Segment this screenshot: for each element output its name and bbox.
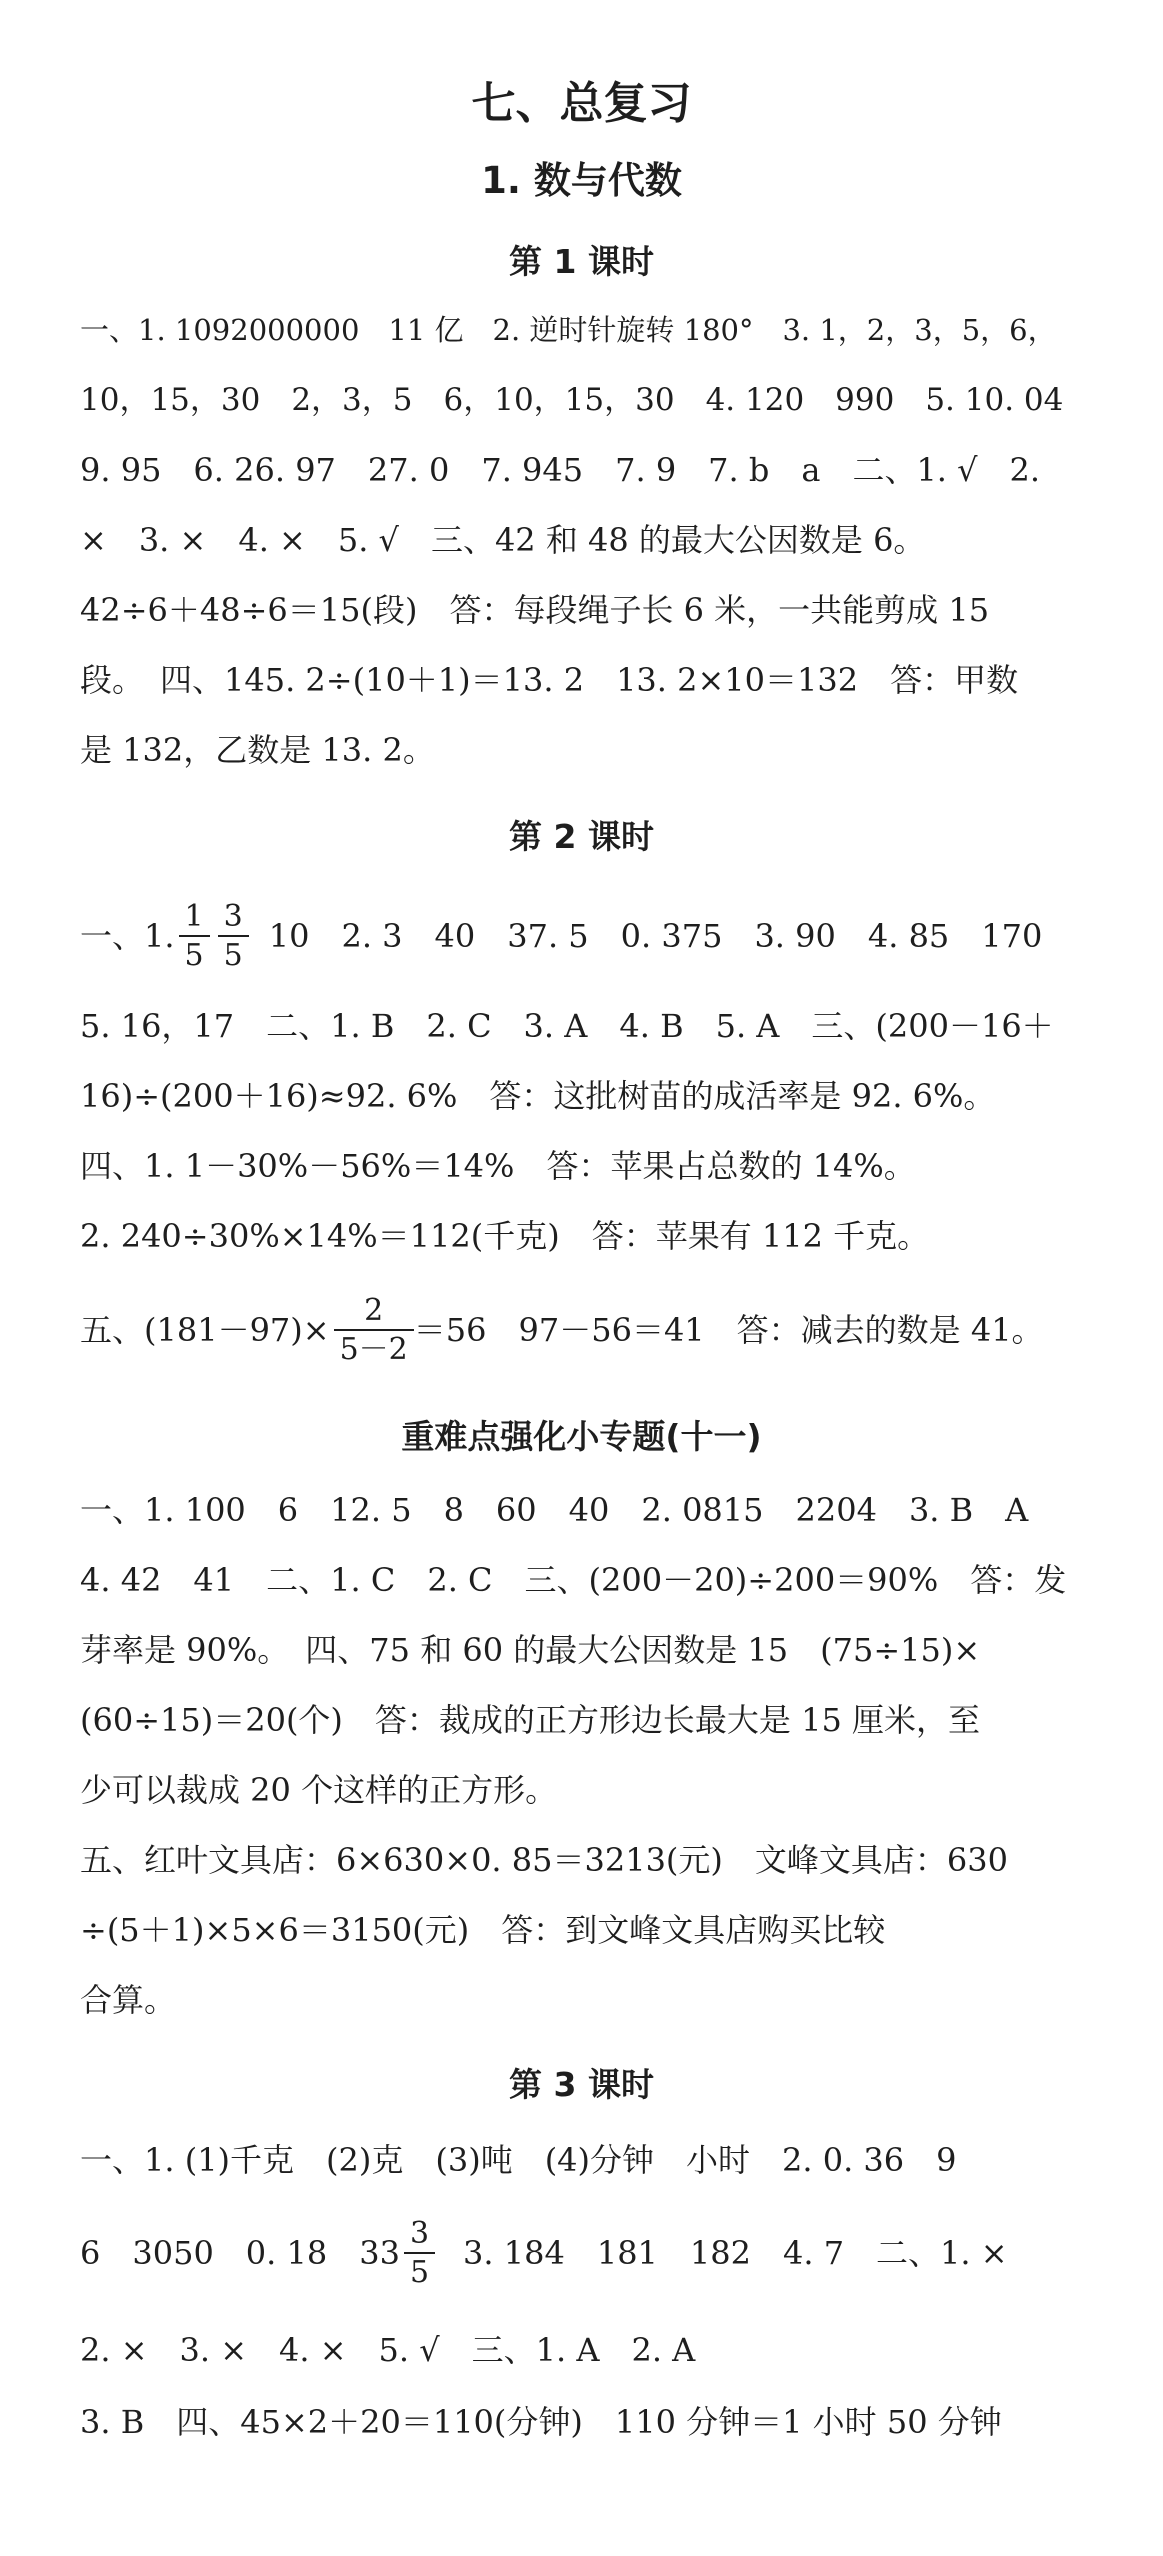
special-topic-line-3: 芽率是 90%。 四、75 和 60 的最大公因数是 15 (75÷15)×: [80, 1631, 981, 1669]
lesson-2-line-6: [80, 1290, 1083, 1370]
lesson-3-line-1: 一、1. (1)千克 (2)克 (3)吨 (4)分钟 小时 2. 0. 36 9: [80, 2141, 957, 2179]
chapter-title: 七、总复习: [471, 78, 692, 129]
fraction-denominator: 5: [218, 935, 249, 972]
lesson-2-line-4: 四、1. 1－30%－56%＝14% 答：苹果占总数的 14%。: [80, 1147, 916, 1185]
lesson-2-line-2: 5. 16，17 二、1. B 2. C 3. A 4. B 5. A 三、(200－16＋: [80, 1007, 1054, 1045]
fraction-numerator: 3: [223, 898, 243, 934]
lesson-3-line-2-rest: 3. 184 181 182 4. 7 二、1. ×: [463, 2234, 1008, 2272]
fraction-denominator: 5: [179, 935, 210, 972]
lesson-1-line-4: × 3. × 4. × 5. √ 三、42 和 48 的最大公因数是 6。: [80, 521, 926, 559]
special-topic-line-1: 一、1. 100 6 12. 5 8 60 40 2. 0815 2204 3. B A: [80, 1491, 1029, 1529]
lesson-2-line-1-rest: 10 2. 3 40 37. 5 0. 375 3. 90 4. 85 170: [268, 917, 1043, 955]
special-topic-line-5: 少可以裁成 20 个这样的正方形。: [80, 1771, 558, 1809]
lesson-2-line-6-prefix: 五、(181－97)×: [80, 1311, 330, 1349]
lesson-1-line-3: 9. 95 6. 26. 97 27. 0 7. 945 7. 9 7. b a 二、1. √ 2.: [80, 451, 1041, 489]
special-topic-line-6: 五、红叶文具店：6×630×0. 85＝3213(元) 文峰文具店：630: [80, 1841, 1008, 1879]
fraction-numerator: 3: [409, 2215, 430, 2251]
lesson-1-line-5: 42÷6＋48÷6＝15(段) 答：每段绳子长 6 米，一共能剪成 15: [80, 591, 990, 629]
fraction-2-over-5-minus-2: [334, 1292, 414, 1367]
lesson-1-title: 第 1 课时: [509, 242, 654, 281]
lesson-2-line-5: 2. 240÷30%×14%＝112(千克) 答：苹果有 112 千克。: [80, 1217, 930, 1255]
lesson-2-title: 第 2 课时: [509, 817, 654, 856]
special-topic-line-2: 4. 42 41 二、1. C 2. C 三、(200－20)÷200＝90% 答：发: [80, 1561, 1067, 1599]
lesson-3-line-2-prefix: 6 3050 0. 18 33: [80, 2234, 400, 2272]
lesson-1-line-1: 一、1. 1092000000 11 亿 2. 逆时针旋转 180° 3. 1，2，3，5，6，: [80, 312, 1057, 347]
lesson-3-line-2: [80, 2215, 1083, 2291]
fraction-numerator: 2: [364, 1292, 384, 1328]
lesson-3-line-3: 2. × 3. × 4. × 5. √ 三、1. A 2. A: [80, 2331, 696, 2369]
lesson-2-line-3: 16)÷(200＋16)≈92. 6% 答：这批树苗的成活率是 92. 6%。: [80, 1077, 996, 1115]
special-topic-title: 重难点强化小专题(十一): [401, 1417, 762, 1456]
special-topic-line-8: 合算。: [80, 1981, 177, 2019]
lesson-3-line-4: 3. B 四、45×2＋20＝110(分钟) 110 分钟＝1 小时 50 分钟: [80, 2403, 1002, 2441]
fraction-1-5: [179, 898, 210, 973]
fraction-3-5: [218, 898, 249, 973]
lesson-1-line-7: 是 132，乙数是 13. 2。: [80, 731, 435, 769]
special-topic-line-4: (60÷15)＝20(个) 答：裁成的正方形边长最大是 15 厘米，至: [80, 1701, 980, 1739]
lesson-1-line-2: 10，15，30 2，3，5 6，10，15，30 4. 120 990 5. 10. 04: [80, 381, 1064, 418]
special-topic-line-7: ÷(5＋1)×5×6＝3150(元) 答：到文峰文具店购买比较: [80, 1911, 886, 1949]
section-title: 1. 数与代数: [481, 159, 682, 202]
fraction-3-5: [404, 2215, 435, 2290]
lesson-2-line-1-prefix: 一、1.: [80, 917, 175, 955]
lesson-3-title: 第 3 课时: [509, 2065, 654, 2104]
lesson-1-line-6: 段。 四、145. 2÷(10＋1)＝13. 2 13. 2×10＝132 答：甲数: [80, 661, 1019, 699]
fraction-denominator: 5－2: [334, 1329, 414, 1366]
fraction-numerator: 1: [184, 898, 204, 934]
lesson-2-line-1: [80, 900, 1083, 972]
lesson-2-line-6-rest: ＝56 97－56＝41 答：减去的数是 41。: [413, 1311, 1044, 1349]
fraction-denominator: 5: [404, 2252, 435, 2289]
